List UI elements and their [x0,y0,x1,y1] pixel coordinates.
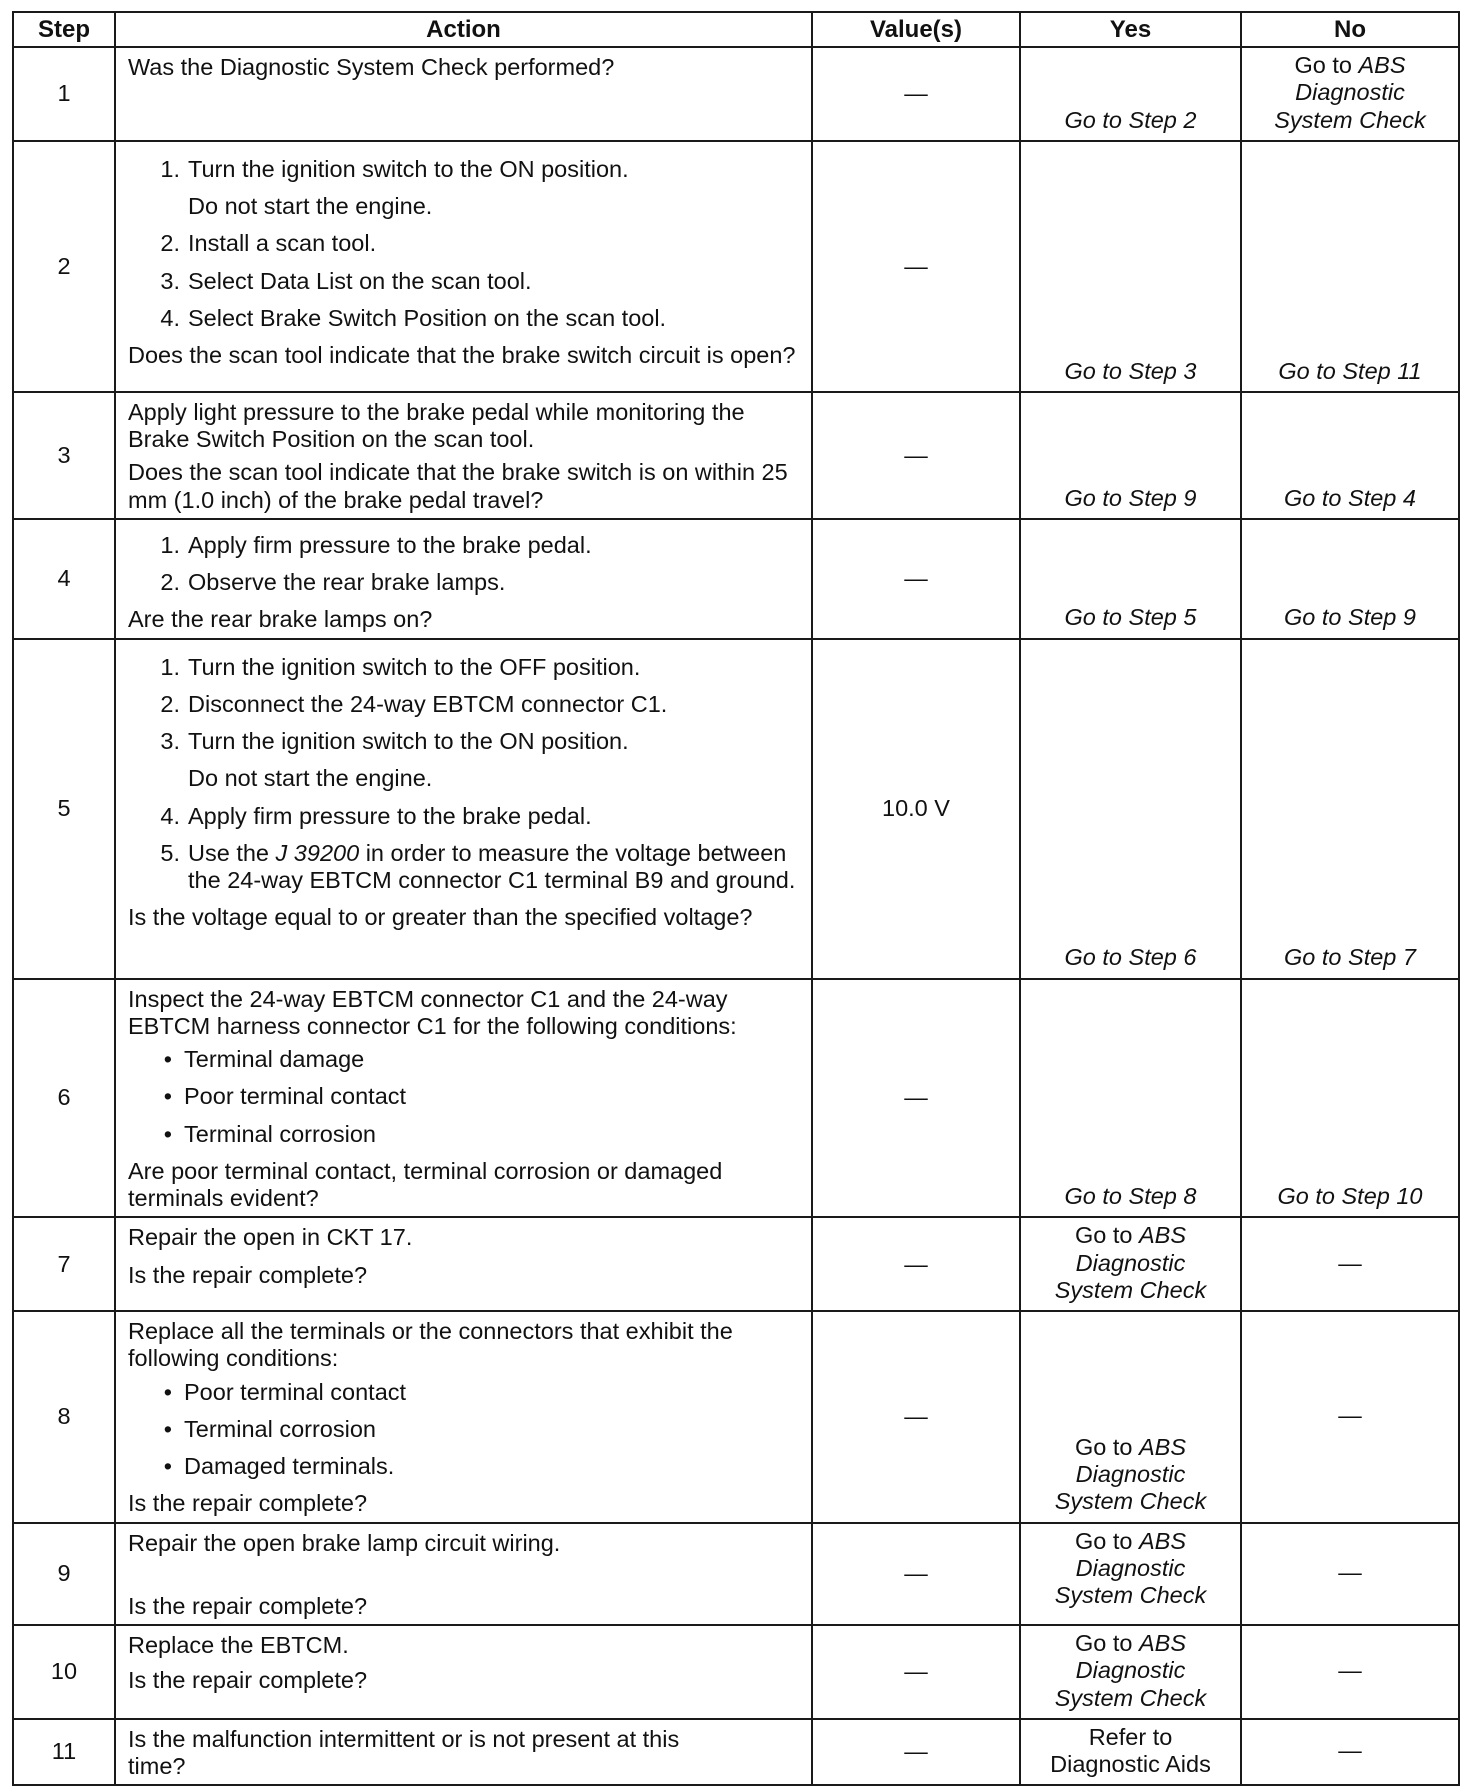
value-cell: — [812,979,1020,1218]
action-steps [128,532,801,597]
no-cell: Go to Step 4 [1241,392,1459,519]
list-item: 4. Apply firm pressure to the brake pedal. [160,802,592,829]
value-cell: — [812,47,1020,141]
table-row [13,47,1459,141]
yes-cell: Go to Step 9 [1020,392,1241,519]
table-row [13,1523,1459,1626]
action-cell [115,519,812,639]
action-cell [115,1719,812,1786]
yes-cell: Go to ABS Diagnostic System Check [1020,1625,1241,1719]
action-cell [115,1523,812,1626]
list-item: 1. Turn the ignition switch to the OFF position. [160,653,641,680]
action-question: Is the repair complete? [128,1490,368,1517]
action-steps [128,654,801,895]
yes-cell: Go to Step 5 [1020,519,1241,639]
yes-cell: Go to Step 2 [1020,47,1241,141]
header-yes: Yes [1020,12,1241,47]
no-cell: — [1241,1719,1459,1786]
header-no: No [1241,12,1459,47]
list-item: • Poor terminal contact [163,1083,407,1110]
yes-cell: Refer to Diagnostic Aids [1020,1719,1241,1786]
step-number: 5 [13,639,115,979]
action-instruction: Replace all the terminals or the connectors that exhibit the following conditions: [128,1318,733,1372]
action-cell [115,47,812,141]
value-cell: — [812,1625,1020,1719]
yes-cell: Go to Step 3 [1020,141,1241,392]
action-cell [115,1217,812,1311]
value-cell: — [812,1719,1020,1786]
step-number: 11 [13,1719,115,1786]
list-item: 2. Observe the rear brake lamps. [160,569,506,595]
action-cell [115,639,812,979]
list-item: • Damaged terminals. [163,1453,395,1479]
list-item: • Poor terminal contact [163,1378,407,1405]
list-item: • Terminal corrosion [163,1415,376,1442]
action-instruction: Apply light pressure to the brake pedal while monitoring the Brake Switch Position on the scan tool. [128,398,745,452]
value-cell: — [812,1523,1020,1626]
action-instruction: Replace the EBTCM. [128,1632,349,1658]
value-cell: — [812,392,1020,519]
step-number: 8 [13,1311,115,1523]
table-row [13,1625,1459,1719]
header-action: Action [115,12,812,47]
action-question: Are poor terminal contact, terminal corrosion or damaged terminals evident? [128,1157,723,1211]
diagnostic-table [12,11,1460,1786]
condition-list [128,1379,801,1481]
list-item: • Terminal corrosion [163,1120,376,1147]
no-cell: Go to Step 10 [1241,979,1459,1218]
no-cell: — [1241,1625,1459,1719]
action-question: Is the repair complete? [128,1261,368,1288]
value-cell: — [812,519,1020,639]
step-number: 9 [13,1523,115,1626]
no-cell: — [1241,1217,1459,1311]
action-cell [115,1625,812,1719]
list-item: 1. Turn the ignition switch to the ON position. Do not start the engine. [160,155,629,219]
list-item: • Terminal damage [163,1046,365,1072]
action-question: Are the rear brake lamps on? [128,606,433,633]
table-row [13,1217,1459,1311]
action-question: Was the Diagnostic System Check performed? [128,54,615,80]
table-row [13,639,1459,979]
header-step: Step [13,12,115,47]
list-item: 3. Select Data List on the scan tool. [160,267,532,294]
action-instruction: Repair the open brake lamp circuit wiring. [128,1529,561,1556]
action-steps [128,156,801,332]
table-row [13,1719,1459,1786]
action-question: Does the scan tool indicate that the brake switch is on within 25 mm (1.0 inch) of the brake pedal travel? [128,459,788,513]
list-item: 5. Use the J 39200 in order to measure the voltage between the 24-way EBTCM connector C1 terminal B9 and ground. [160,839,796,893]
step-number: 1 [13,47,115,141]
tool-reference: J 39200 [275,839,360,866]
table-row [13,141,1459,392]
value-cell: — [812,1311,1020,1523]
action-question: Is the voltage equal to or greater than the specified voltage? [128,904,753,931]
yes-cell: Go to ABS Diagnostic System Check [1020,1311,1241,1523]
no-cell: Go to Step 11 [1241,141,1459,392]
action-question: Is the repair complete? [128,1667,368,1694]
table-row [13,979,1459,1218]
yes-cell: Go to Step 6 [1020,639,1241,979]
header-row [13,12,1459,47]
step-number: 7 [13,1217,115,1311]
value-cell: 10.0 V [812,639,1020,979]
table-row [13,1311,1459,1523]
list-item: 4. Select Brake Switch Position on the scan tool. [160,304,667,331]
step-number: 4 [13,519,115,639]
yes-cell: Go to ABS Diagnostic System Check [1020,1217,1241,1311]
table-row [13,519,1459,639]
header-values: Value(s) [812,12,1020,47]
list-item: 1. Apply firm pressure to the brake pedal. [160,531,592,558]
action-cell [115,392,812,519]
no-cell: Go to Step 9 [1241,519,1459,639]
action-question: Does the scan tool indicate that the brake switch circuit is open? [128,342,796,368]
action-question: Is the repair complete? [128,1592,368,1619]
no-cell: Go to Step 7 [1241,639,1459,979]
action-question: Is the malfunction intermittent or is not present at this time? [128,1725,680,1779]
no-cell: — [1241,1311,1459,1523]
yes-cell: Go to ABS Diagnostic System Check [1020,1523,1241,1626]
step-number: 10 [13,1625,115,1719]
action-cell [115,141,812,392]
action-cell [115,979,812,1218]
no-cell: — [1241,1523,1459,1626]
action-instruction: Repair the open in CKT 17. [128,1224,413,1251]
list-item: 3. Turn the ignition switch to the ON position. Do not start the engine. [160,728,629,792]
action-instruction: Inspect the 24-way EBTCM connector C1 and the 24-way EBTCM harness connector C1 for the following conditions: [128,985,737,1039]
step-number: 3 [13,392,115,519]
condition-list [128,1046,801,1148]
step-number: 2 [13,141,115,392]
list-item: 2. Install a scan tool. [160,230,377,257]
value-cell: — [812,141,1020,392]
yes-cell: Go to Step 8 [1020,979,1241,1218]
step-number: 6 [13,979,115,1218]
value-cell: — [812,1217,1020,1311]
action-cell [115,1311,812,1523]
list-item: 2. Disconnect the 24-way EBTCM connector C1. [160,690,668,717]
table-row [13,392,1459,519]
no-cell: Go to ABS Diagnostic System Check [1241,47,1459,141]
